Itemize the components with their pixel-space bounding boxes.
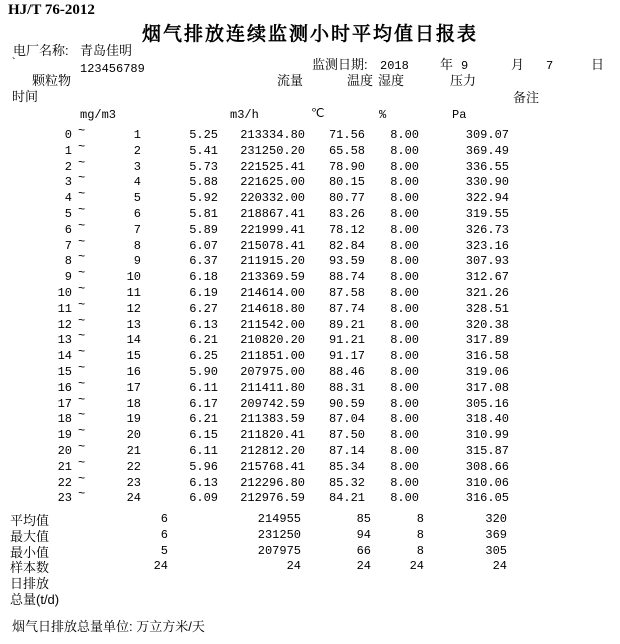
plant-code-value: 123456789 [80,62,145,76]
tilde-mark: ~ [78,313,86,328]
temperature-value-cell: 85.32 [328,475,365,490]
end-hour-cell: 18 [126,396,141,411]
temperature-value-cell: 87.14 [328,443,365,458]
date-day-unit: 日 [591,57,605,72]
start-hour-cell: 23 [57,491,72,506]
start-hour-cell: 11 [57,301,72,316]
summary-pm-cell: 6 [160,512,168,526]
tilde-mark: ~ [78,471,86,486]
temperature-value-cell: 78.12 [328,222,365,237]
summary-flow-cell: 207975 [257,543,301,558]
flow-value-cell: 218867.41 [240,206,305,221]
summary-temperature-cell: 94 [356,527,371,542]
summary-pm-cell: 24 [153,559,168,574]
flow-value-cell: 210820.20 [240,333,305,348]
start-hour-cell: 13 [57,333,72,348]
start-hour-cell: 14 [57,349,72,364]
flow-value-cell: 213334.80 [240,128,305,142]
pm-value-cell: 5.73 [189,159,218,174]
pressure-value-cell: 317.08 [465,380,509,395]
temperature-value-cell: 91.17 [328,349,365,364]
table-row [0,410,620,426]
tilde-mark: ~ [78,234,86,249]
humidity-value-cell: 8.00 [390,128,419,142]
pm-value-cell: 6.15 [189,428,218,443]
unit-pressure: Pa [452,108,467,122]
pm-value-cell: 6.13 [189,475,218,490]
humidity-value-cell: 8.00 [390,143,419,158]
column-header-particulate: 颗粒物 [32,73,72,88]
humidity-value-cell: 8.00 [390,317,419,332]
pressure-value-cell: 309.07 [465,128,509,142]
tilde-mark: ~ [78,171,86,186]
humidity-value-cell: 8.00 [390,238,419,253]
summary-flow-cell: 214955 [257,512,301,526]
flow-value-cell: 211411.80 [240,380,305,395]
standard-code: HJ/T 76-2012 [8,2,95,18]
temperature-value-cell: 85.34 [328,459,365,474]
tilde-mark: ~ [78,455,86,470]
start-hour-cell: 0 [64,128,72,142]
temperature-value-cell: 88.31 [328,380,365,395]
pm-value-cell: 6.19 [189,285,218,300]
summary-temperature-cell: 85 [356,512,371,526]
flow-value-cell: 212296.80 [240,475,305,490]
table-row [0,347,620,363]
pm-value-cell: 6.21 [189,412,218,427]
flow-value-cell: 213369.59 [240,270,305,285]
end-hour-cell: 7 [133,222,141,237]
tilde-mark: ~ [78,124,86,138]
flow-value-cell: 211851.00 [240,349,305,364]
pm-value-cell: 6.09 [189,491,218,506]
start-hour-cell: 6 [64,222,72,237]
humidity-value-cell: 8.00 [390,475,419,490]
summary-humidity-cell: 24 [409,559,424,574]
flow-value-cell: 211820.41 [240,428,305,443]
summary-temperature-cell: 24 [356,559,371,574]
pm-value-cell: 6.17 [189,396,218,411]
tilde-mark: ~ [78,376,86,391]
pressure-value-cell: 369.49 [465,143,509,158]
tilde-mark: ~ [78,202,86,217]
end-hour-cell: 4 [133,175,141,190]
end-hour-cell: 5 [133,191,141,206]
pressure-value-cell: 319.06 [465,364,509,379]
table-row [0,426,620,442]
end-hour-cell: 14 [126,333,141,348]
temperature-value-cell: 71.56 [328,128,365,142]
report-title: 烟气排放连续监测小时平均值日报表 [141,24,478,45]
summary-pm-cell: 5 [160,543,168,558]
start-hour-cell: 19 [57,428,72,443]
flow-value-cell: 215078.41 [240,238,305,253]
tilde-mark: ~ [78,281,86,296]
tilde-mark: ~ [78,408,86,423]
summary-humidity-cell: 8 [416,512,424,526]
flow-value-cell: 231250.20 [240,143,305,158]
summary-humidity-cell: 8 [416,527,424,542]
table-row [0,155,620,174]
humidity-value-cell: 8.00 [390,270,419,285]
pm-value-cell: 5.25 [189,128,218,142]
start-hour-cell: 8 [64,254,72,269]
table-row [0,439,620,458]
flow-value-cell: 212812.20 [240,443,305,458]
summary-row-label: 平均值 [10,513,50,528]
end-hour-cell: 23 [126,475,141,490]
temperature-value-cell: 88.46 [328,364,365,379]
start-hour-cell: 9 [64,270,72,285]
flow-value-cell: 215768.41 [240,459,305,474]
summary-pressure-cell: 24 [492,559,507,574]
date-month-value: 9 [461,59,469,73]
flow-value-cell: 212976.59 [240,491,305,506]
unit-particulate: mg/m3 [80,108,117,122]
tilde-mark: ~ [78,329,86,344]
start-hour-cell: 5 [64,206,72,221]
table-row [0,455,620,474]
pm-value-cell: 5.96 [189,459,218,474]
temperature-value-cell: 87.58 [328,285,365,300]
temperature-value-cell: 87.04 [328,412,365,427]
humidity-value-cell: 8.00 [390,254,419,269]
end-hour-cell: 6 [133,206,141,221]
tilde-mark: ~ [78,345,86,360]
tilde-mark: ~ [78,187,86,202]
end-hour-cell: 11 [126,285,141,300]
start-hour-cell: 16 [57,380,72,395]
pm-value-cell: 6.13 [189,317,218,332]
pm-value-cell: 5.41 [189,143,218,158]
table-row [0,331,620,347]
pressure-value-cell: 319.55 [465,206,509,221]
temperature-value-cell: 90.59 [328,396,365,411]
humidity-value-cell: 8.00 [390,222,419,237]
pm-value-cell: 6.37 [189,254,218,269]
end-hour-cell: 10 [126,270,141,285]
pressure-value-cell: 328.51 [465,301,509,316]
pressure-value-cell: 330.90 [465,175,509,190]
column-header-time: 时间 [12,89,39,104]
end-hour-cell: 17 [126,380,141,395]
humidity-value-cell: 8.00 [390,459,419,474]
humidity-value-cell: 8.00 [390,364,419,379]
end-hour-cell: 21 [126,443,141,458]
unit-flow: m3/h [230,108,259,122]
end-hour-cell: 3 [133,159,141,174]
end-hour-cell: 24 [126,491,141,506]
start-hour-cell: 20 [57,443,72,458]
tilde-mark: ~ [78,424,86,439]
tilde-mark: ~ [78,439,86,454]
end-hour-cell: 16 [126,364,141,379]
tilde-mark: ~ [78,297,86,312]
table-row [0,218,620,237]
pressure-value-cell: 307.93 [465,254,509,269]
table-row [0,202,620,221]
table-row [0,313,620,332]
column-header-pressure: 压力 [450,73,477,88]
summary-row [0,573,620,592]
pm-value-cell: 6.07 [189,238,218,253]
end-hour-cell: 19 [126,412,141,427]
flow-value-cell: 214614.00 [240,285,305,300]
start-hour-cell: 21 [57,459,72,474]
temperature-value-cell: 80.15 [328,175,365,190]
summary-humidity-cell: 8 [416,543,424,558]
pm-value-cell: 5.88 [189,175,218,190]
plant-name-label: 电厂名称: [13,43,69,58]
summary-pressure-cell: 320 [485,512,507,526]
temperature-value-cell: 91.21 [328,333,365,348]
humidity-value-cell: 8.00 [390,191,419,206]
pm-value-cell: 5.81 [189,206,218,221]
column-header-temperature: 温度 [347,73,374,88]
pressure-value-cell: 322.94 [465,191,509,206]
humidity-value-cell: 8.00 [390,491,419,506]
temperature-value-cell: 89.21 [328,317,365,332]
start-hour-cell: 12 [57,317,72,332]
pressure-value-cell: 326.73 [465,222,509,237]
tilde-mark: ~ [78,266,86,281]
table-row [0,173,620,189]
temperature-value-cell: 78.90 [328,159,365,174]
table-row [0,360,620,379]
flow-value-cell: 207975.00 [240,364,305,379]
humidity-value-cell: 8.00 [390,175,419,190]
humidity-value-cell: 8.00 [390,333,419,348]
temperature-value-cell: 82.84 [328,238,365,253]
temperature-value-cell: 65.58 [328,143,365,158]
end-hour-cell: 20 [126,428,141,443]
start-hour-cell: 7 [64,238,72,253]
end-hour-cell: 1 [133,128,141,142]
table-row [0,139,620,158]
humidity-value-cell: 8.00 [390,206,419,221]
table-row [0,234,620,253]
pressure-value-cell: 315.87 [465,443,509,458]
pm-value-cell: 6.18 [189,270,218,285]
temperature-value-cell: 88.74 [328,270,365,285]
date-year-value: 2018 [380,59,409,73]
humidity-value-cell: 8.00 [390,159,419,174]
table-row [0,297,620,316]
humidity-value-cell: 8.00 [390,301,419,316]
flow-value-cell: 214618.80 [240,301,305,316]
tilde-mark: ~ [78,250,86,265]
flow-value-cell: 220332.00 [240,191,305,206]
start-hour-cell: 3 [64,175,72,190]
start-hour-cell: 17 [57,396,72,411]
pressure-value-cell: 318.40 [465,412,509,427]
end-hour-cell: 2 [133,143,141,158]
table-row [0,392,620,411]
date-year-unit: 年 [440,57,454,72]
temperature-value-cell: 87.74 [328,301,365,316]
flow-value-cell: 221525.41 [240,159,305,174]
pressure-value-cell: 336.55 [465,159,509,174]
summary-pressure-cell: 369 [485,527,507,542]
tilde-mark: ~ [78,139,86,154]
column-header-remark: 备注 [513,90,540,105]
summary-temperature-cell: 66 [356,543,371,558]
start-hour-cell: 10 [57,285,72,300]
pressure-value-cell: 308.66 [465,459,509,474]
humidity-value-cell: 8.00 [390,349,419,364]
pm-value-cell: 5.90 [189,364,218,379]
temperature-value-cell: 83.26 [328,206,365,221]
end-hour-cell: 22 [126,459,141,474]
hourly-data-table [0,126,620,505]
pressure-value-cell: 310.06 [465,475,509,490]
pressure-value-cell: 316.05 [465,491,509,506]
summary-row-label: 最大值 [10,528,50,544]
pm-value-cell: 6.25 [189,349,218,364]
tilde-mark: ~ [78,392,86,407]
table-row [0,268,620,284]
summary-row [0,542,620,558]
stray-mark: ` [10,56,18,70]
footer-unit-note: 烟气日排放总量单位: 万立方米/天 [12,619,205,634]
pressure-value-cell: 321.26 [465,285,509,300]
flow-value-cell: 209742.59 [240,396,305,411]
pm-value-cell: 5.92 [189,191,218,206]
flow-value-cell: 211383.59 [240,412,305,427]
unit-humidity: % [379,108,387,122]
end-hour-cell: 15 [126,349,141,364]
flow-value-cell: 221999.41 [240,222,305,237]
column-header-flow: 流量 [277,73,304,88]
humidity-value-cell: 8.00 [390,443,419,458]
summary-row-label: 日排放 [10,576,50,592]
temperature-value-cell: 80.77 [328,191,365,206]
pm-value-cell: 6.11 [189,380,218,395]
table-row [0,471,620,490]
column-header-humidity: 湿度 [378,73,405,88]
flow-value-cell: 221625.00 [240,175,305,190]
end-hour-cell: 8 [133,238,141,253]
unit-temperature: ℃ [311,107,325,121]
table-row [0,489,620,505]
tilde-mark: ~ [78,218,86,233]
start-hour-cell: 4 [64,191,72,206]
pressure-value-cell: 320.38 [465,317,509,332]
summary-flow-cell: 231250 [257,527,301,542]
summary-row [0,557,620,576]
pm-value-cell: 6.11 [189,443,218,458]
humidity-value-cell: 8.00 [390,412,419,427]
summary-row [0,526,620,542]
pm-value-cell: 5.89 [189,222,218,237]
pressure-value-cell: 312.67 [465,270,509,285]
pm-value-cell: 6.27 [189,301,218,316]
summary-row-label: 总量(t/d) [10,591,60,607]
table-row [0,376,620,395]
summary-row-label: 样本数 [10,560,50,576]
table-row [0,126,620,142]
plant-name-value: 青岛佳明 [80,43,133,58]
start-hour-cell: 2 [64,159,72,174]
humidity-value-cell: 8.00 [390,428,419,443]
pm-value-cell: 6.21 [189,333,218,348]
temperature-value-cell: 93.59 [328,254,365,269]
start-hour-cell: 22 [57,475,72,490]
summary-row-label: 最小值 [10,544,50,560]
tilde-mark: ~ [78,360,86,375]
tilde-mark: ~ [78,487,86,502]
monitor-date-label: 监测日期: [312,57,368,72]
pressure-value-cell: 317.89 [465,333,509,348]
pressure-value-cell: 316.58 [465,349,509,364]
end-hour-cell: 13 [126,317,141,332]
end-hour-cell: 9 [133,254,141,269]
humidity-value-cell: 8.00 [390,380,419,395]
date-day-value: 7 [546,59,554,73]
summary-row [0,589,620,605]
flow-value-cell: 211915.20 [240,254,305,269]
date-month-unit: 月 [511,57,525,72]
summary-row [0,510,620,526]
temperature-value-cell: 84.21 [328,491,365,506]
summary-pressure-cell: 305 [485,543,507,558]
table-row [0,252,620,268]
flow-value-cell: 211542.00 [240,317,305,332]
start-hour-cell: 18 [57,412,72,427]
tilde-mark: ~ [78,155,86,170]
humidity-value-cell: 8.00 [390,396,419,411]
table-row [0,189,620,205]
start-hour-cell: 1 [64,143,72,158]
pressure-value-cell: 323.16 [465,238,509,253]
end-hour-cell: 12 [126,301,141,316]
temperature-value-cell: 87.50 [328,428,365,443]
summary-flow-cell: 24 [286,559,301,574]
humidity-value-cell: 8.00 [390,285,419,300]
summary-table [0,510,620,605]
pressure-value-cell: 305.16 [465,396,509,411]
table-row [0,281,620,300]
start-hour-cell: 15 [57,364,72,379]
summary-pm-cell: 6 [160,527,168,542]
pressure-value-cell: 310.99 [465,428,509,443]
